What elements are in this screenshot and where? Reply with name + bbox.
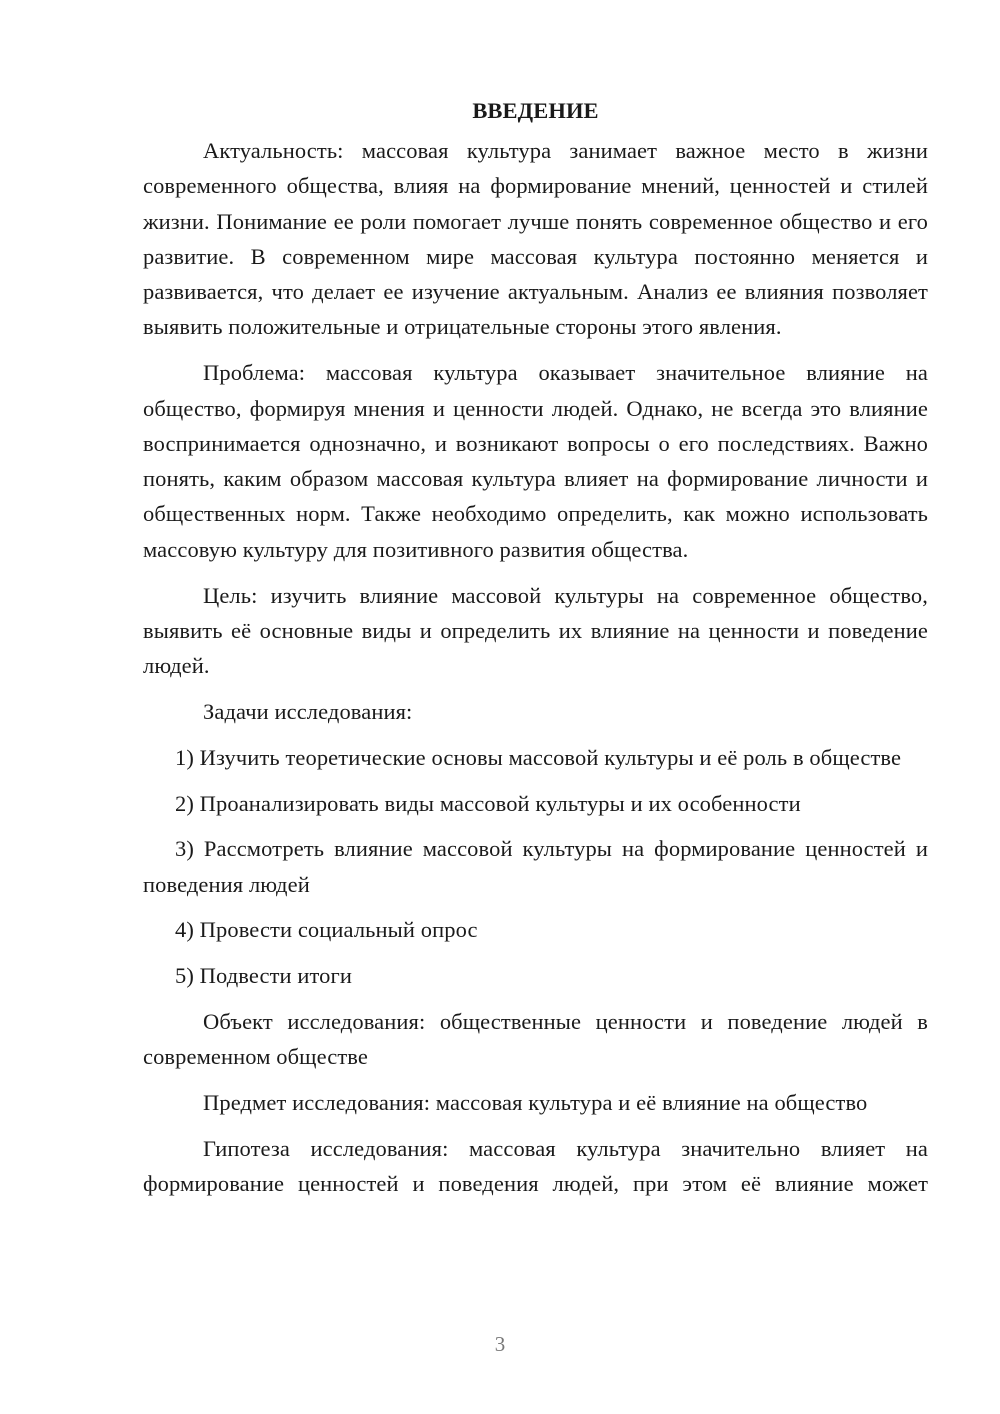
list-item: 3) Рассмотреть влияние массовой культуры на формирование ценностей и поведения людей [143, 836, 928, 897]
paragraph-hypothesis: Гипотеза исследования: массовая культура значительно влияет на формирование ценностей и поведения людей, при этом её влияние может [143, 1135, 928, 1197]
paragraph-goal: Цель: изучить влияние массовой культуры на современное общество, выявить её основные виды и определить их влияние на ценности и поведение людей. [143, 582, 928, 679]
page-content [143, 93, 928, 1212]
paragraph-tasks-heading: Задачи исследования: [203, 698, 413, 724]
list-item: 1) Изучить теоретические основы массовой культуры и её роль в обществе [175, 744, 902, 770]
list-item: 4) Провести социальный опрос [175, 917, 478, 943]
page-number: 3 [494, 1332, 506, 1356]
paragraph-relevance: Актуальность: массовая культура занимает важное место в жизни современного общества, влияя на формирование мнений, ценностей и стилей жизни. Понимание ее роли помогает лучше понять современное общество и его развитие. В современном мире массовая культура постоянно меняется и развивается, что делает ее изучение актуальным. Анализ ее влияния позволяет выявить положительные и отрицательные стороны этого явления. [143, 138, 928, 340]
tasks-list [143, 740, 928, 994]
paragraph-object: Объект исследования: общественные ценности и поведение людей в современном обществе [143, 1009, 928, 1070]
paragraph-subject: Предмет исследования: массовая культура и её влияние на общество [203, 1090, 868, 1116]
list-item: 2) Проанализировать виды массовой культуры и их особенности [175, 790, 801, 816]
section-title: ВВЕДЕНИЕ [472, 98, 599, 123]
paragraph-problem: Проблема: массовая культура оказывает значительное влияние на общество, формируя мнения и ценности людей. Однако, не всегда это влияние воспринимается однозначно, и возникают вопросы о его последствиях. Важно понять, каким образом массовая культура влияет на формирование личности и общественных норм. Также необходимо определить, как можно использовать массовую культуру для позитивного развития общества. [143, 360, 928, 562]
list-item: 5) Подвести итоги [175, 963, 352, 989]
